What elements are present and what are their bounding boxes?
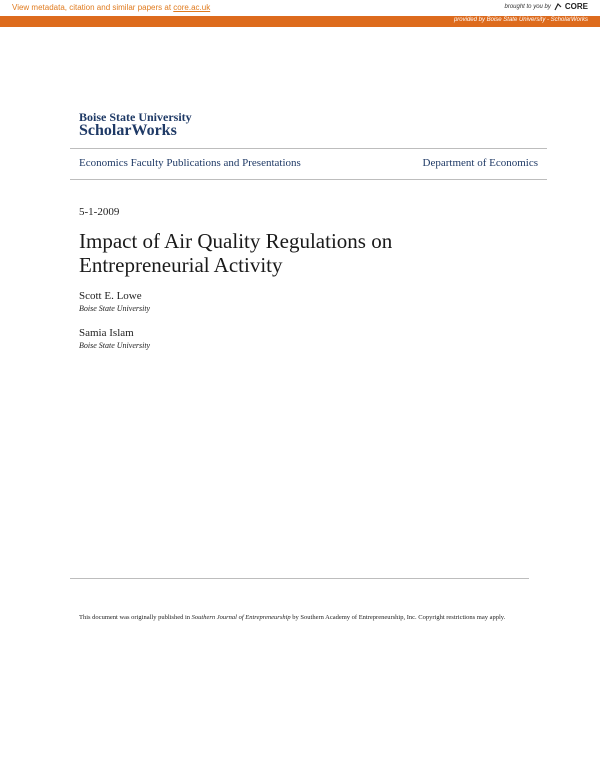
note-journal: Southern Journal of Entrepreneurship bbox=[191, 614, 291, 621]
core-link-prefix: View metadata, citation and similar papers at bbox=[12, 3, 174, 12]
department-link[interactable]: Department of Economics bbox=[422, 157, 538, 169]
note-suffix: by Southern Academy of Entrepreneurship, Inc. Copyright restrictions may apply. bbox=[290, 614, 506, 621]
publication-note bbox=[79, 613, 529, 623]
core-metadata-link[interactable] bbox=[12, 3, 210, 12]
author-name: Scott E. Lowe bbox=[79, 290, 142, 302]
note-prefix: This document was originally published in bbox=[79, 614, 192, 621]
author-affiliation: Boise State University bbox=[79, 341, 151, 350]
institution-name: Boise State University bbox=[79, 110, 192, 124]
brought-to-you-by bbox=[505, 2, 589, 11]
divider-bottom bbox=[70, 179, 547, 180]
title-line-1: Impact of Air Quality Regulations on bbox=[79, 229, 393, 253]
publication-date: 5-1-2009 bbox=[79, 206, 120, 218]
core-banner bbox=[0, 0, 600, 16]
core-logo-icon bbox=[554, 3, 562, 11]
divider-footnote bbox=[70, 578, 529, 579]
repository-name: ScholarWorks bbox=[79, 122, 177, 139]
divider-top bbox=[70, 148, 547, 149]
author-affiliation: Boise State University bbox=[79, 304, 151, 313]
provided-by-text: provided by Boise State University - ScholarWorks bbox=[453, 17, 588, 23]
paper-title bbox=[79, 229, 479, 277]
core-link-host[interactable]: core.ac.uk bbox=[173, 3, 211, 12]
brought-by-text: brought to you by bbox=[504, 3, 551, 10]
core-logo[interactable]: CORE bbox=[564, 2, 588, 11]
provided-by-bar bbox=[0, 16, 600, 27]
collection-link[interactable]: Economics Faculty Publications and Presentations bbox=[79, 157, 301, 169]
title-line-2: Entrepreneurial Activity bbox=[79, 253, 283, 277]
author-name: Samia Islam bbox=[79, 327, 134, 339]
